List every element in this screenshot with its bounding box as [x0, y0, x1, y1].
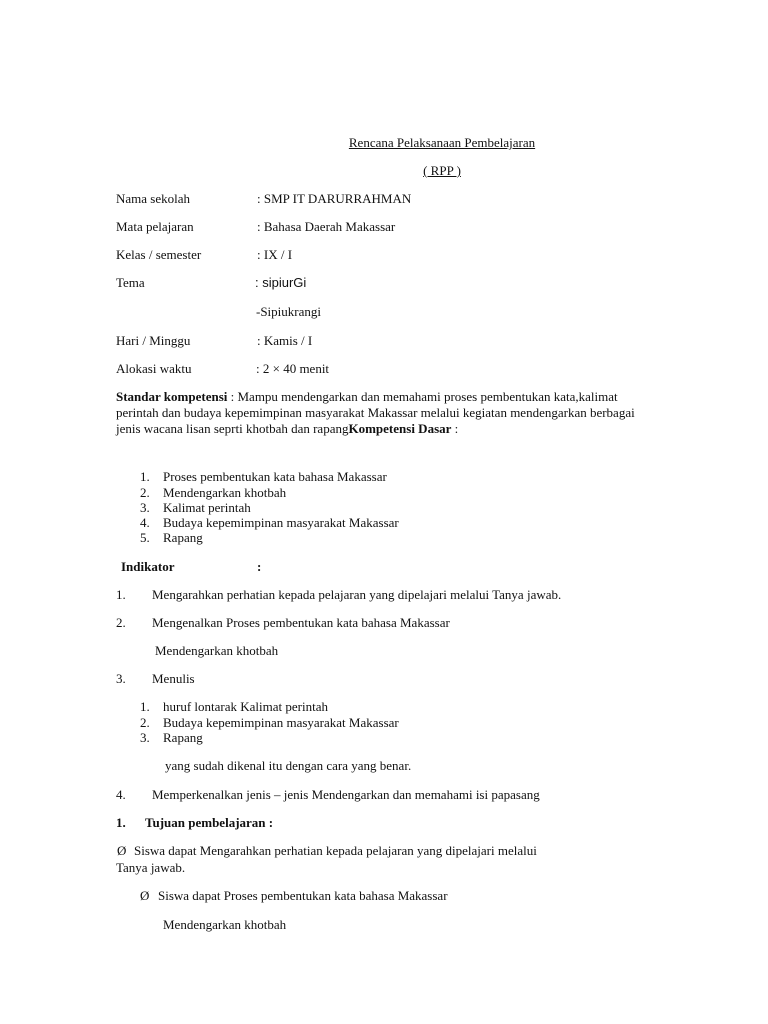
- indikator-item-number: 1.: [116, 587, 126, 602]
- indikator-item: Memperkenalkan jenis – jenis Mendengarkan dan memahami isi papasang: [152, 787, 540, 802]
- indikator-note: yang sudah dikenal itu dengan cara yang benar.: [165, 758, 412, 773]
- standar-text: : Mampu mendengarkan dan memahami proses pembentukan kata,kalimat perintah dan budaya kepemimpinan masyarakat Makassar melalui kegiatan mendengarkan berbagai jenis wacana lisan seprti khotbah dan rapang: [116, 389, 635, 436]
- list-item-number: 4.: [140, 515, 150, 530]
- identity-label-time: Alokasi waktu: [116, 361, 192, 376]
- tujuan-item-continued: Mendengarkan khotbah: [163, 917, 287, 932]
- list-item: huruf lontarak Kalimat perintah: [163, 699, 328, 714]
- identity-value-theme: : sipiurGi: [255, 275, 307, 290]
- tujuan-number: 1.: [116, 815, 126, 830]
- identity-label-day: Hari / Minggu: [116, 333, 191, 348]
- indikator-item: Mengenalkan Proses pembentukan kata bahasa Makassar: [152, 615, 450, 630]
- identity-label-school: Nama sekolah: [116, 191, 191, 206]
- indikator-item-number: 2.: [116, 615, 126, 630]
- list-item-number: 1.: [140, 469, 150, 484]
- indikator-item-number: 4.: [116, 787, 126, 802]
- list-item-number: 2.: [140, 485, 150, 500]
- list-item-number: 2.: [140, 715, 150, 730]
- standar-kompetensi-paragraph: [116, 389, 656, 437]
- identity-value-theme-latin: -Sipiukrangi: [256, 304, 321, 319]
- list-item-number: 5.: [140, 530, 150, 545]
- list-item-number: 3.: [140, 500, 150, 515]
- tujuan-label: Tujuan pembelajaran :: [145, 815, 274, 830]
- tujuan-item: Siswa dapat Mengarahkan perhatian kepada pelajaran yang dipelajari melalui: [134, 843, 537, 858]
- document-title: Rencana Pelaksanaan Pembelajaran: [348, 135, 536, 150]
- arrow-bullet-icon: Ø: [117, 843, 127, 858]
- kompetensi-dasar-label: Kompetensi Dasar: [348, 421, 452, 436]
- kompetensi-dasar-colon: :: [451, 421, 459, 436]
- indikator-colon: :: [257, 559, 262, 574]
- list-item-number: 3.: [140, 730, 150, 745]
- identity-value-school: : SMP IT DARURRAHMAN: [257, 191, 412, 206]
- identity-value-time: : 2 × 40 menit: [256, 361, 330, 376]
- indikator-item: Menulis: [152, 671, 195, 686]
- tujuan-item: Siswa dapat Proses pembentukan kata bahasa Makassar: [158, 888, 448, 903]
- document-subtitle: ( RPP ): [423, 163, 461, 178]
- identity-value-class: : IX / I: [257, 247, 293, 262]
- identity-value-day: : Kamis / I: [257, 333, 313, 348]
- list-item: Mendengarkan khotbah: [163, 485, 287, 500]
- indikator-item: Mengarahkan perhatian kepada pelajaran yang dipelajari melalui Tanya jawab.: [152, 587, 562, 602]
- list-item: Rapang: [163, 530, 203, 545]
- list-item-number: 1.: [140, 699, 150, 714]
- arrow-bullet-icon: Ø: [140, 888, 150, 903]
- identity-label-theme: Tema: [116, 275, 145, 290]
- list-item: Kalimat perintah: [163, 500, 251, 515]
- standar-label: Standar kompetensi: [116, 389, 228, 404]
- identity-value-subject: : Bahasa Daerah Makassar: [257, 219, 396, 234]
- list-item: Proses pembentukan kata bahasa Makassar: [163, 469, 387, 484]
- identity-label-class: Kelas / semester: [116, 247, 202, 262]
- list-item: Rapang: [163, 730, 203, 745]
- list-item: Budaya kepemimpinan masyarakat Makassar: [163, 715, 399, 730]
- list-item: Budaya kepemimpinan masyarakat Makassar: [163, 515, 399, 530]
- indikator-item: Mendengarkan khotbah: [155, 643, 279, 658]
- indikator-item-number: 3.: [116, 671, 126, 686]
- indikator-label: Indikator: [121, 559, 175, 574]
- tujuan-item-continued: Tanya jawab.: [116, 860, 186, 875]
- identity-label-subject: Mata pelajaran: [116, 219, 194, 234]
